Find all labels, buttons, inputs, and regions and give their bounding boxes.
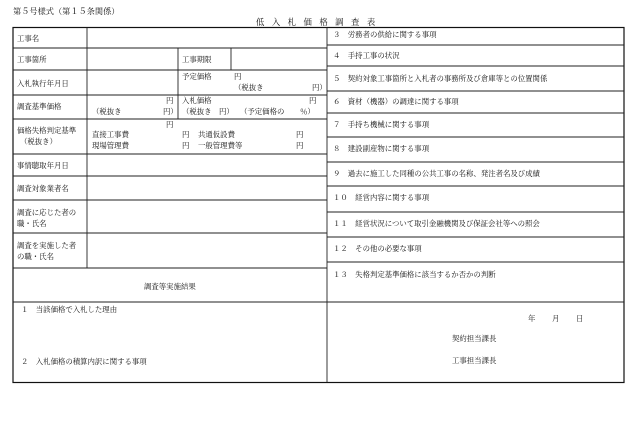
item-5-location-relation: ５ 契約対象工事箇所と入札者の事務所及び倉庫等との位置関係 xyxy=(333,74,548,83)
item-3-labor-supply: ３ 労務者の供給に関する事項 xyxy=(333,30,437,39)
planned-price-tax: （税抜き xyxy=(234,83,264,92)
bid-price-label: 入札価格 xyxy=(182,96,212,105)
item-10-management: １０ 経営内容に関する事項 xyxy=(333,193,430,202)
fail-base-tax-label: （税抜き） xyxy=(20,137,57,146)
item-4-ongoing-works: ４ 手持工事の状況 xyxy=(333,51,400,60)
direct-cost-yen: 円 xyxy=(182,130,190,139)
planned-price-yen: 円 xyxy=(234,72,242,81)
bid-price-tax: （税抜き xyxy=(182,107,212,116)
form-number-label: 第５号様式（第１５条関係） xyxy=(13,6,120,16)
date-day-label: 日 xyxy=(576,314,584,323)
direct-cost-label: 直接工事費 xyxy=(92,130,129,139)
form-title: 低 入 札 価 格 調 査 表 xyxy=(256,17,378,27)
project-name-label: 工事名 xyxy=(17,34,40,43)
general-mgmt-yen: 円 xyxy=(296,141,304,150)
date-year-label: 年 xyxy=(528,314,536,323)
respondent-label-line2: 職・氏名 xyxy=(17,219,47,228)
bid-date-label: 入札執行年月日 xyxy=(17,79,69,88)
item-6-materials: ６ 資材（機器）の調達に関する事項 xyxy=(333,97,459,106)
planned-price-label: 予定価格 xyxy=(182,72,212,81)
result-item-2: ２ 入札価格の積算内訳に関する事項 xyxy=(21,357,147,366)
item-7-machinery: ７ 手持ち機械に関する事項 xyxy=(333,120,430,129)
bid-price-yen: 円 xyxy=(309,96,317,105)
bid-price-ratio-pct: ％） xyxy=(300,107,315,116)
survey-base-price-label: 調査基準価格 xyxy=(17,102,62,111)
respondent-label-line1: 調査に応じた者の xyxy=(17,208,77,217)
common-temp-yen: 円 xyxy=(296,130,304,139)
item-11-financial-inquiry: １１ 経営状況について取引金融機関及び保証会社等への照会 xyxy=(333,219,540,228)
construction-officer-label: 工事担当課長 xyxy=(452,356,497,365)
fail-base-price-label: 価格失格判定基準 xyxy=(17,126,77,135)
item-13-disqualification: １３ 失格判定基準価格に該当するか否かの判断 xyxy=(333,270,496,279)
survey-results-header: 調査等実施結果 xyxy=(144,282,196,291)
investigator-label-line1: 調査を実施した者 xyxy=(17,241,77,250)
survey-base-yen: 円 xyxy=(166,96,174,105)
bid-price-ratio: （予定価格の xyxy=(240,107,285,116)
result-item-1: １ 当該価格で入札した理由 xyxy=(21,305,118,314)
general-mgmt-cost-label: 一般管理費等 xyxy=(198,141,243,150)
investigator-label-line2: の職・氏名 xyxy=(17,252,54,261)
survey-base-tax-yen: 円） xyxy=(163,107,178,116)
hearing-date-label: 事情聴取年月日 xyxy=(17,161,69,170)
item-8-byproducts: ８ 建設副産物に関する事項 xyxy=(333,144,430,153)
item-12-other: １２ その他の必要な事項 xyxy=(333,244,422,253)
construction-period-label: 工事期限 xyxy=(182,55,212,64)
contract-officer-label: 契約担当課長 xyxy=(452,334,497,343)
common-temp-cost-label: 共通仮設費 xyxy=(198,130,235,139)
site-mgmt-cost-label: 現場管理費 xyxy=(92,141,129,150)
bid-price-tax-yen: 円） xyxy=(219,107,234,116)
site-mgmt-yen: 円 xyxy=(182,141,190,150)
survey-base-tax: （税抜き xyxy=(92,107,122,116)
item-9-past-works: ９ 過去に施工した同種の公共工事の名称、発注者名及び成績 xyxy=(333,169,540,178)
fail-base-yen: 円 xyxy=(166,120,174,129)
target-company-label: 調査対象業者名 xyxy=(17,184,69,193)
date-month-label: 月 xyxy=(552,314,560,323)
project-location-label: 工事箇所 xyxy=(17,55,47,64)
planned-price-tax-yen: 円） xyxy=(312,83,327,92)
